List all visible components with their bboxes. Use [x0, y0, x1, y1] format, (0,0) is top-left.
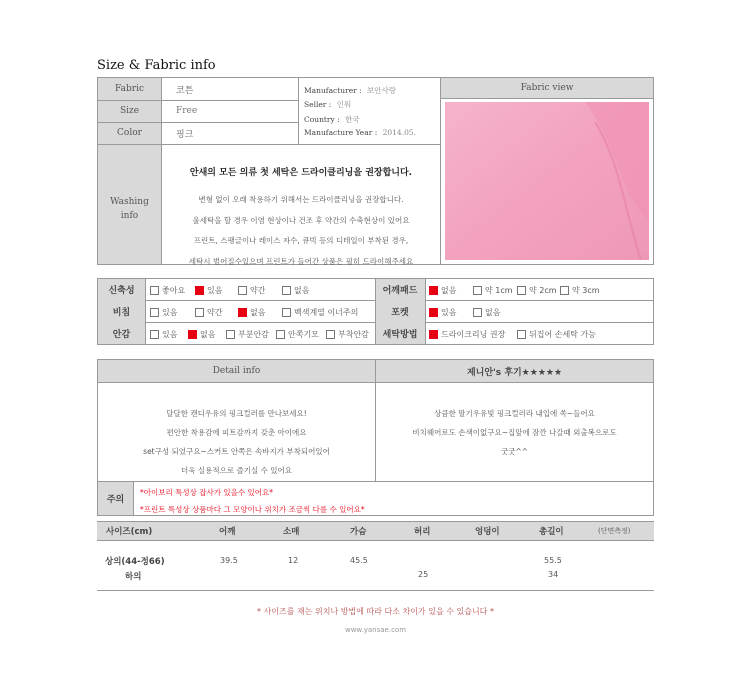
checkbox-icon[interactable]: [473, 308, 482, 317]
section-title: Size & Fabric info: [97, 58, 216, 73]
shoulder-pad-label: 어깨패드: [382, 286, 418, 296]
checked-box-icon[interactable]: [429, 308, 438, 317]
option-label: 있음: [162, 308, 178, 317]
size-value: Free: [176, 106, 198, 116]
lining-option-attached[interactable]: [326, 329, 369, 340]
size-header-hip: 엉덩이: [475, 527, 500, 537]
option-label: 없음: [485, 308, 501, 317]
option-label: 뒤집어 손세탁 가능: [529, 330, 596, 339]
checkbox-icon[interactable]: [195, 308, 204, 317]
checkbox-icon[interactable]: [150, 286, 159, 295]
option-label: 없음: [294, 286, 310, 295]
manufacturer-value: 보안사랑: [367, 86, 396, 95]
size-header-waist: 허리: [414, 527, 431, 537]
size-row-bottom-length: 34: [548, 570, 559, 579]
year-label: Manufacture Year :: [304, 128, 378, 137]
stretch-option-yes[interactable]: [195, 285, 222, 296]
wash-option-dry[interactable]: [429, 329, 505, 340]
size-row-top-chest: 45.5: [350, 556, 368, 565]
option-label: 있음: [441, 308, 457, 317]
checked-box-icon[interactable]: [238, 308, 247, 317]
detail-text: 달달한 캔디우유의 핑크컬러를 만나보세요! 편안한 착용감에 피트감까지 갖춘 아이에요 set구성 되었구요~스커트 안쪽은 속바지가 부착되어있어 더욱 실용적으로 즐기실 수 있어요: [143, 409, 330, 475]
color-value: 핑크: [176, 129, 194, 140]
fabric-value: 코튼: [176, 85, 194, 96]
fabric-swatch-image: [445, 102, 649, 260]
size-header-name: 사이즈(cm): [106, 527, 153, 537]
washing-lines: 변형 없이 오래 착용하기 위해서는 드라이클리닝을 권장합니다. 울세탁을 할 경우 이염 현상이나 건조 후 약간의 수축현상이 있어요 프린트, 스팽글이나 레이스 자수, 큐빅 등의 디테일이 부착된 경우, 세탁시 벌어질수있으며 프린트가 들어간 상품은 필히 드라이해주세요: [188, 195, 414, 266]
option-label: 약 3cm: [572, 286, 600, 295]
checkbox-icon[interactable]: [226, 330, 235, 339]
seller-row: [304, 99, 351, 110]
sheer-option-yes[interactable]: [150, 307, 177, 318]
option-label: 좋아요: [162, 286, 186, 295]
wash-option-hand[interactable]: [517, 329, 596, 340]
option-label: 없음: [250, 308, 266, 317]
checked-box-icon[interactable]: [429, 330, 438, 339]
washing-label: Washing info: [110, 197, 149, 221]
shoulder-option-3cm[interactable]: [560, 285, 600, 296]
fabric-label: Fabric: [115, 84, 144, 94]
notice-line-2: *프린트 특성상 상품마다 그 모양이나 위치가 조금씩 다를 수 있어요*: [140, 505, 365, 514]
size-row-top-shoulder: 39.5: [220, 556, 238, 565]
checkbox-icon[interactable]: [282, 308, 291, 317]
size-disclaimer: * 사이즈를 재는 위치나 방법에 따라 다소 차이가 있을 수 있습니다 *: [257, 607, 494, 616]
country-row: [304, 114, 360, 125]
shoulder-option-2cm[interactable]: [517, 285, 557, 296]
size-row-bottom-name: 하의: [125, 572, 142, 582]
manufacturer-row: [304, 85, 396, 96]
lining-option-partial[interactable]: [226, 329, 269, 340]
checkbox-icon[interactable]: [150, 308, 159, 317]
review-header: 제니안's 후기★★★★★: [376, 360, 653, 383]
option-label: 있음: [162, 330, 178, 339]
checked-box-icon[interactable]: [195, 286, 204, 295]
manufacturer-label: Manufacturer :: [304, 86, 362, 95]
size-row-top-sleeve: 12: [288, 556, 299, 565]
size-header-chest: 가슴: [350, 527, 367, 537]
notice-line-1: *아이보리 특성상 잡사가 있을수 있어요*: [140, 488, 273, 497]
fabric-swatch: [445, 102, 649, 260]
option-label: 약간: [250, 286, 266, 295]
shoulder-option-none[interactable]: [429, 285, 456, 296]
lining-option-brushed[interactable]: [276, 329, 319, 340]
checkbox-icon[interactable]: [560, 286, 569, 295]
wash-method-label: 세탁방법: [382, 330, 418, 340]
year-row: [304, 128, 416, 137]
option-label: 약 1cm: [485, 286, 513, 295]
sheer-option-none[interactable]: [238, 307, 265, 318]
size-header-note: (단면측정): [598, 527, 631, 535]
seller-value: 인워: [336, 100, 352, 109]
option-label: 약 2cm: [529, 286, 557, 295]
year-value: 2014.05.: [382, 128, 417, 137]
pocket-option-no[interactable]: [473, 307, 500, 318]
color-label: Color: [117, 128, 142, 138]
sheer-option-white[interactable]: [282, 307, 358, 318]
notice-label: 주의: [98, 482, 133, 515]
size-header-sleeve: 소매: [283, 527, 300, 537]
sheer-option-slight[interactable]: [195, 307, 222, 318]
stretch-label: 신축성: [108, 286, 135, 296]
pocket-label: 포켓: [391, 308, 409, 318]
checkbox-icon[interactable]: [282, 286, 291, 295]
checked-box-icon[interactable]: [429, 286, 438, 295]
checkbox-icon[interactable]: [517, 286, 526, 295]
option-label: 드라이크리닝 권장: [441, 330, 506, 339]
checkbox-icon[interactable]: [326, 330, 335, 339]
site-url[interactable]: www.yansae.com: [344, 626, 407, 634]
sheer-label: 비침: [112, 308, 131, 318]
country-value: 한국: [345, 115, 360, 124]
option-label: 약간: [207, 308, 223, 317]
option-label: 없음: [200, 330, 216, 339]
size-table-header: [97, 521, 654, 541]
review-text: 상큼한 딸기우유빛 핑크컬러라 내입에 쏙~들어요 비치웨어로도 손색이없구요~집앞에 잠깐 나갈때 외출복으로도 굿굿^^: [412, 409, 617, 456]
checkbox-icon[interactable]: [276, 330, 285, 339]
size-header-length: 총길이: [539, 527, 564, 537]
stretch-option-none[interactable]: [282, 285, 309, 296]
option-label: 안쪽기모: [288, 330, 319, 339]
checkbox-icon[interactable]: [517, 330, 526, 339]
seller-label: Seller :: [304, 100, 332, 109]
checkbox-icon[interactable]: [473, 286, 482, 295]
option-label: 부분안감: [238, 330, 269, 339]
lining-option-yes[interactable]: [150, 329, 177, 340]
checkbox-icon[interactable]: [150, 330, 159, 339]
country-label: Country :: [304, 115, 340, 124]
size-row-bottom-waist: 25: [418, 570, 429, 579]
lining-label: 안감: [112, 330, 131, 340]
option-label: 부착안감: [338, 330, 369, 339]
lining-option-none[interactable]: [188, 329, 215, 340]
option-label: 있음: [207, 286, 223, 295]
size-header-shoulder: 어깨: [219, 527, 236, 537]
pocket-option-yes[interactable]: [429, 307, 456, 318]
option-label: 없음: [441, 286, 457, 295]
washing-title: 안새의 모든 의류 첫 세탁은 드라이클리닝을 권장합니다.: [189, 168, 413, 178]
checked-box-icon[interactable]: [188, 330, 197, 339]
detail-header: Detail info: [98, 360, 375, 383]
size-label: Size: [119, 106, 140, 116]
size-row-top-length: 55.5: [544, 556, 562, 565]
size-row-top-name: 상의(44-정66): [105, 557, 165, 567]
shoulder-option-1cm[interactable]: [473, 285, 513, 296]
option-label: 백색계열 이너주의: [294, 308, 359, 317]
checkbox-icon[interactable]: [238, 286, 247, 295]
stretch-option-good[interactable]: [150, 285, 185, 296]
fabric-view-header: Fabric view: [441, 78, 653, 99]
stretch-option-slight[interactable]: [238, 285, 265, 296]
